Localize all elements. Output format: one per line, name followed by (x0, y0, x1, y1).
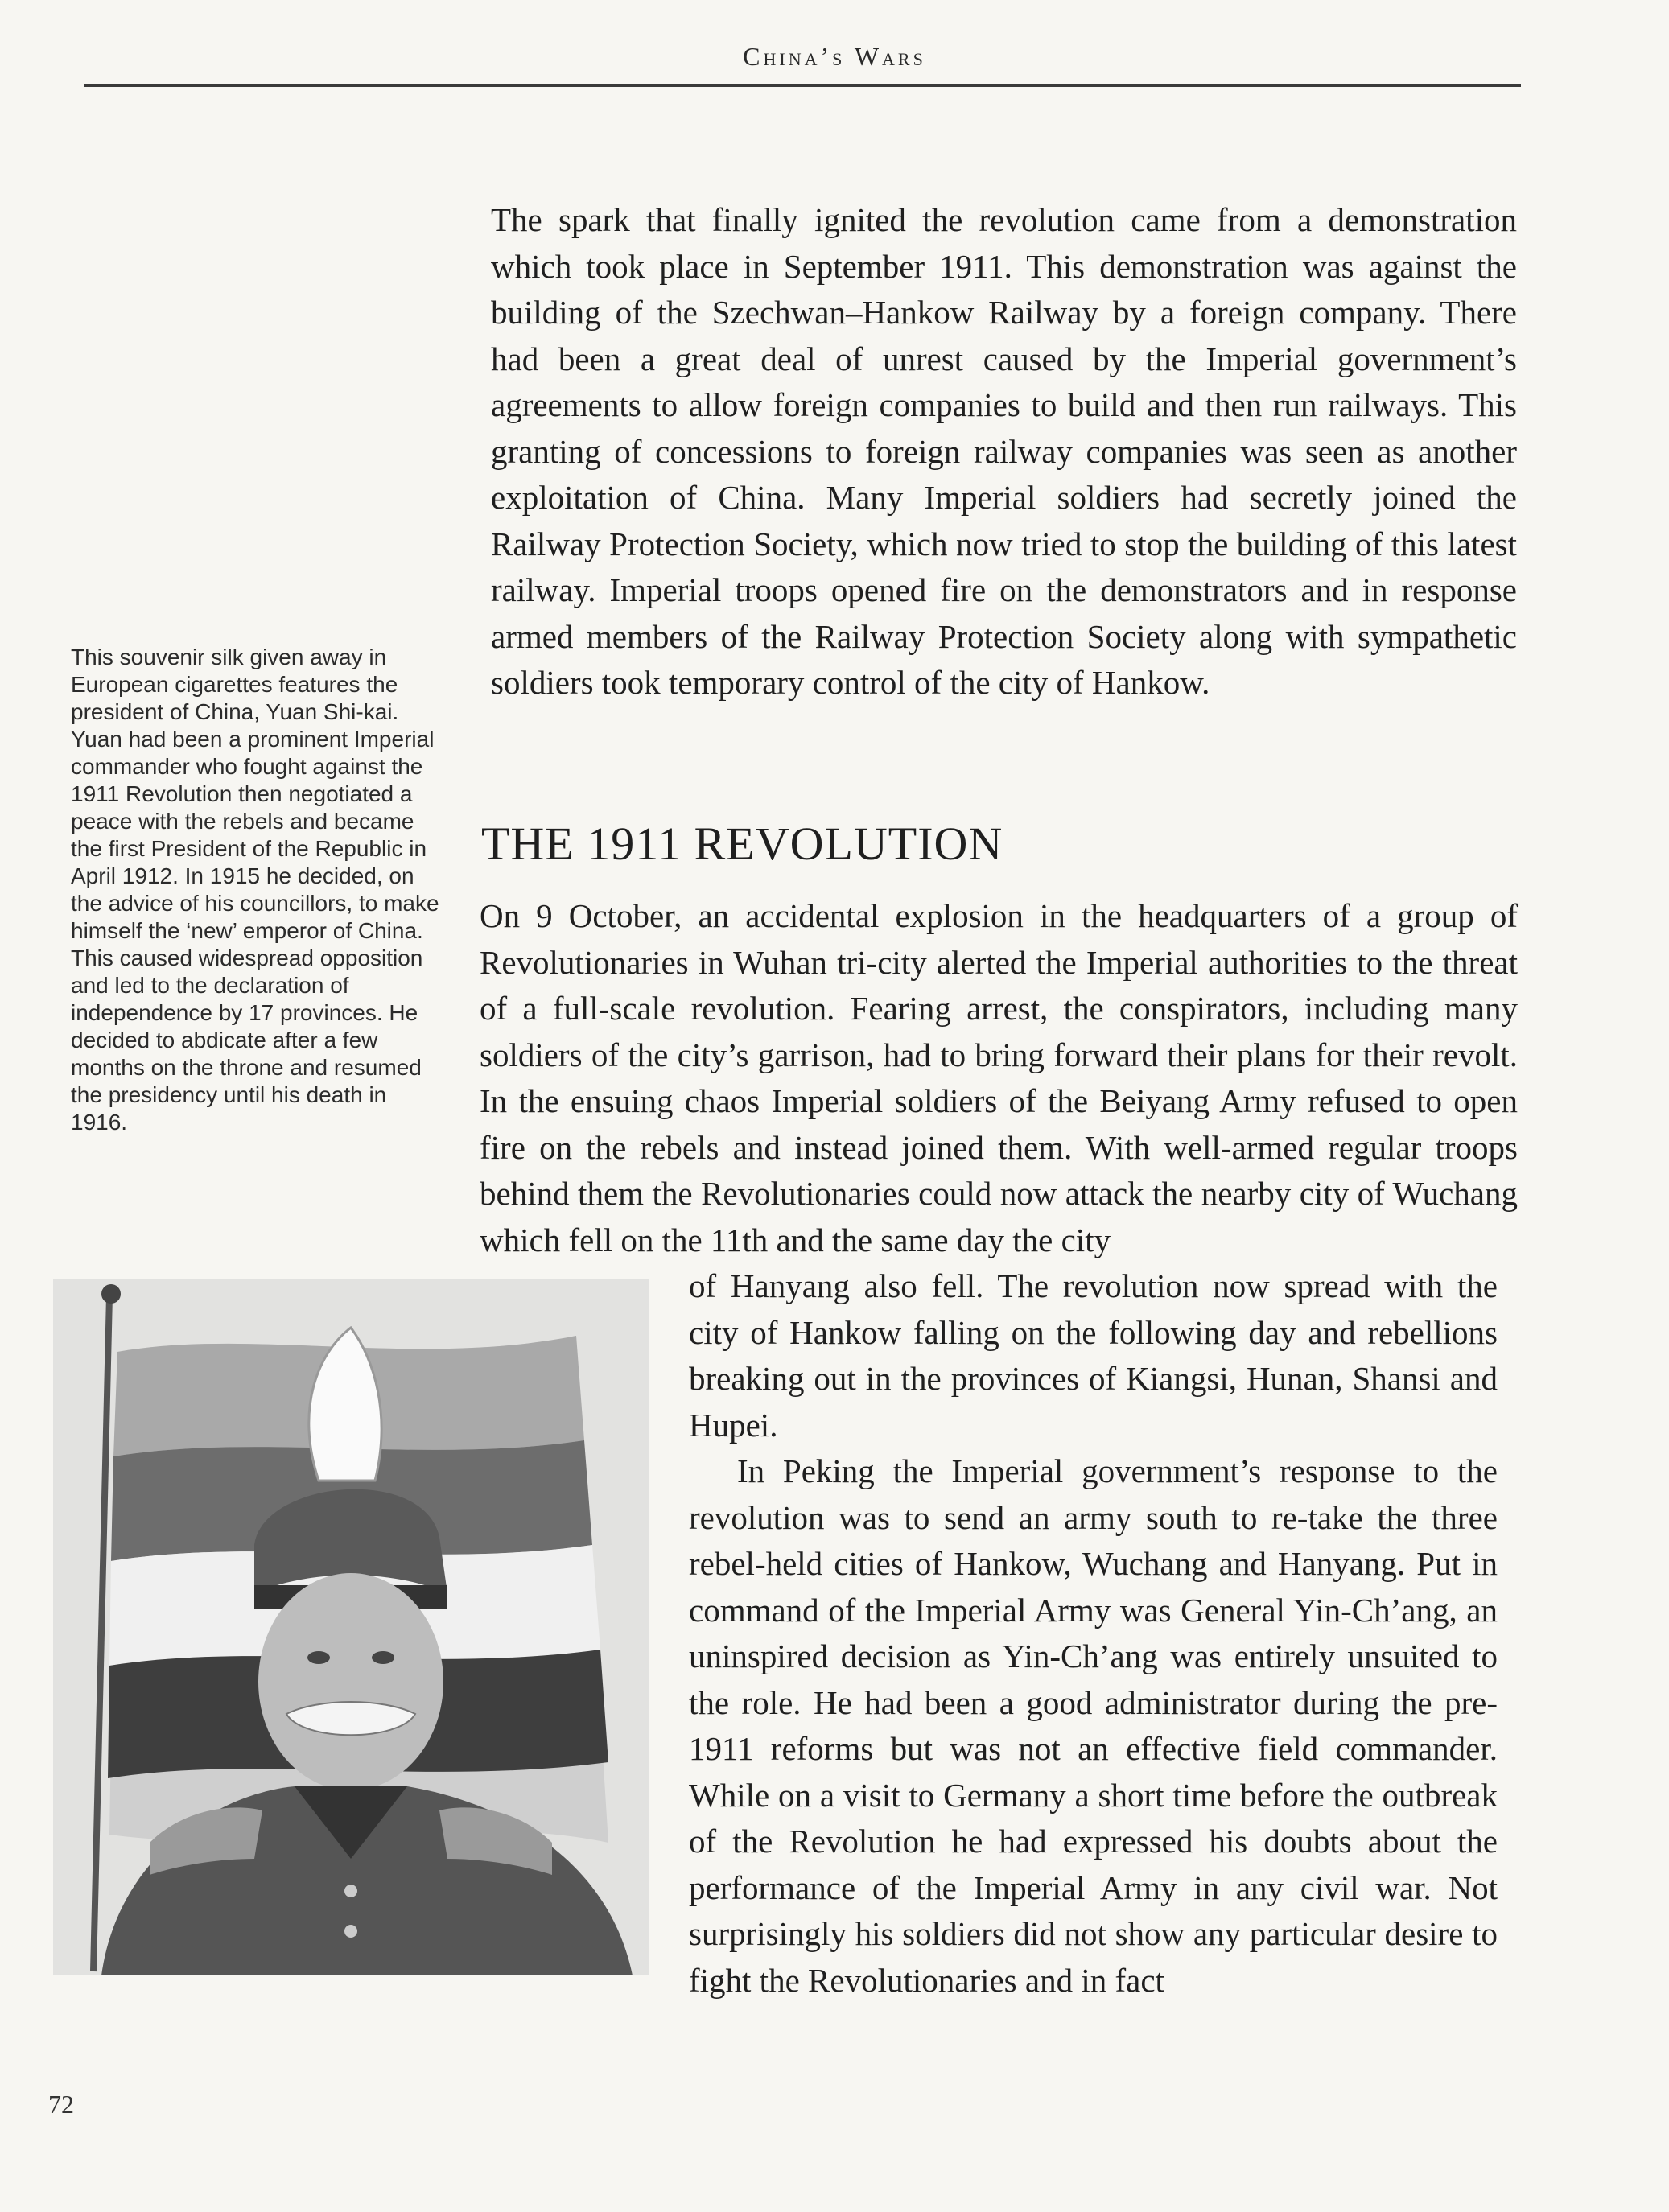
body-paragraph-1: The spark that finally ignited the revolution came from a demonstration which took place in September 1911. This demonstration was against the building of the Szechwan–Hankow Railway by a foreign company. There had been a great deal of unrest caused by the Imperial government’s agreements to allow foreign companies to build and then run railways. This granting of concessions to foreign railway companies was seen as another exploitation of China. Many Imperial soldiers had secretly joined the Railway Protection Society, which now tried to stop the building of this latest railway. Imperial troops opened fire on the demonstrators and in response armed members of the Railway Protection Society along with sympathetic soldiers took temporary control of the city of Hankow. (491, 201, 1517, 701)
page-number: 72 (48, 2090, 74, 2119)
header-rule (84, 84, 1521, 87)
section-heading: THE 1911 REVOLUTION (481, 818, 1003, 870)
body-paragraph-3: of Hanyang also fell. The revolution now spread with the city of Hankow falling on the following day and rebellions breaking out in the provinces of Kiangsi, Hunan, Shansi and Hupei. (689, 1267, 1498, 1444)
portrait-illustration (53, 1279, 649, 1975)
body-paragraph-2: On 9 October, an accidental explosion in the headquarters of a group of Revolutionaries in Wuhan tri-city alerted the Imperial authorities to the threat of a full-scale revolution. Fearing arrest, the conspirators, including many soldiers of the city’s garrison, had to bring forward their plans for their revolt. In the ensuing chaos Imperial soldiers of the Beiyang Army refused to open fire on the rebels and instead joined them. With well-armed regular troops behind them the Revolutionaries could now attack the nearby city of Wuchang which fell on the 11th and the same day the city (480, 897, 1518, 1258)
portrait-photo (53, 1279, 649, 1975)
running-head: China’s Wars (743, 42, 926, 71)
photo-caption: This souvenir silk given away in European cigarettes features the president of China, Yuan Shi-kai. Yuan had been a prominent Imperial commander who fought against the 1911 Revolution then negotiated a peace with the rebels and became the first President of the Republic in April 1912. In 1915 he decided, on the advice of his councillors, to make himself the ‘new’ emperor of China. This caused widespread opposition and led to the declaration of independence by 17 provinces. He decided to abdicate after a few months on the throne and resumed the presidency until his death in 1916. (71, 645, 439, 1135)
body-paragraph-4: In Peking the Imperial government’s response to the revolution was to send an army south to re-take the three rebel-held cities of Hankow, Wuchang and Hanyang. Put in command of the Imperial Army was General Yin-Ch’ang, an uninspired decision as Yin-Ch’ang was entirely unsuited to the role. He had been a good administrator during the pre-1911 reforms but was not an effective field commander. While on a visit to Germany a short time before the outbreak of the Revolution he had expressed his doubts about the performance of the Imperial Army in any civil war. Not surprisingly his soldiers did not show any particular desire to fight the Revolutionaries and in fact (689, 1452, 1498, 1999)
